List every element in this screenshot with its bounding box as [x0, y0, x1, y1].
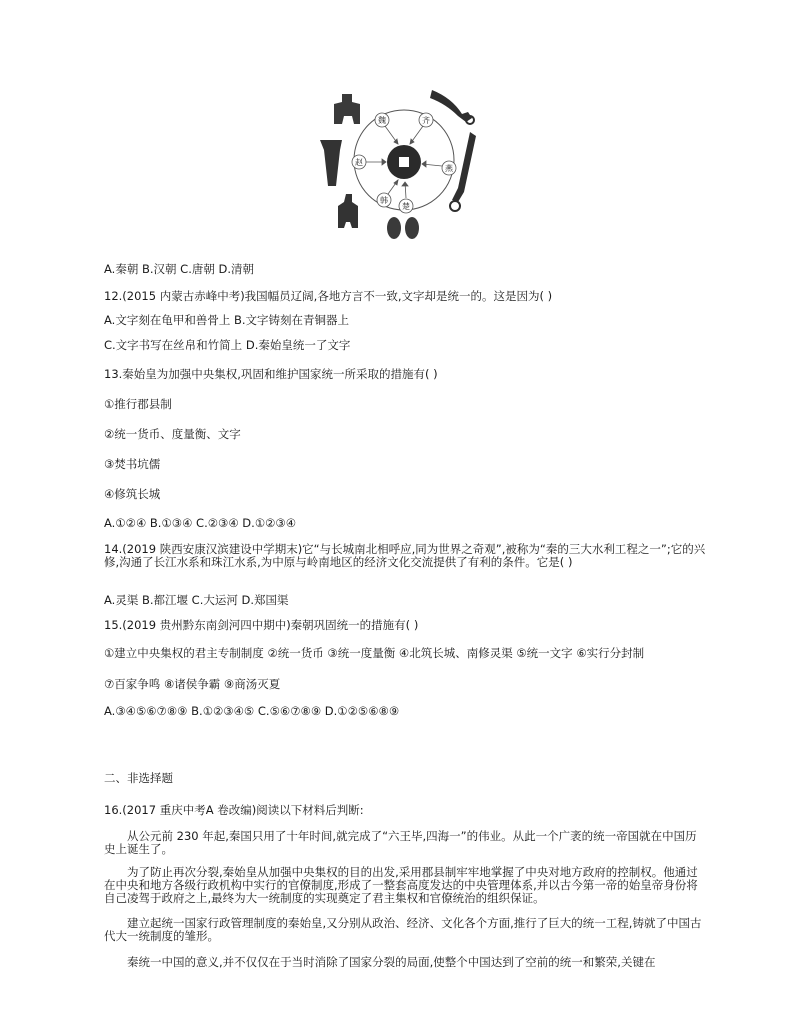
- ancient-coins-figure: [312, 82, 482, 244]
- knife-coin-icon: [430, 90, 472, 122]
- ant-nose-coin-icon: [405, 217, 419, 239]
- q15-items-line1: ①建立中央集权的君主专制制度 ②统一货币 ③统一度量衡 ④北筑长城、南修灵渠 ⑤统一文字 ⑥实行分封制: [104, 646, 645, 660]
- q14-stem: 14.(2019 陕西安康汉滨建设中学期末)它“与长城南北相呼应,同为世界之奇观”,被称为“秦的三大水利工程之一”;它的兴修,沟通了长江水系和珠江水系,为中原与岭南地区的经济文化交流提供了有利的条件。它是( ): [104, 542, 706, 569]
- q16-paragraph: 从公元前 230 年起,秦国只用了十年时间,就完成了“六王毕,四海一”的伟业。从此一个广袤的统一帝国就在中国历史上诞生了。: [104, 829, 697, 856]
- state-label-qi: 齐: [422, 116, 430, 125]
- state-label-han: 韩: [380, 196, 388, 205]
- ant-nose-coin-icon: [387, 217, 401, 239]
- q13-item: ②统一货币、度量衡、文字: [104, 427, 241, 441]
- q12-options-cd: C.文字书写在丝帛和竹简上 D.秦始皇统一了文字: [104, 338, 351, 352]
- q13-item: ①推行郡县制: [104, 397, 172, 411]
- q16-paragraph: 秦统一中国的意义,并不仅仅在于当时消除了国家分裂的局面,使整个中国达到了空前的统一和繁荣,关键在: [127, 955, 656, 969]
- q16-stem: 16.(2017 重庆中考A 卷改编)阅读以下材料后判断:: [104, 803, 364, 817]
- q14-options: A.灵渠 B.都江堰 C.大运河 D.郑国渠: [104, 593, 289, 607]
- spade-coin-icon: [320, 140, 342, 186]
- q16-paragraph: 建立起统一国家行政管理制度的秦始皇,又分别从政治、经济、文化各个方面,推行了巨大的统一工程,铸就了中国古代大一统制度的雏形。: [104, 916, 702, 943]
- state-label-wei: 魏: [378, 116, 386, 125]
- q13-stem: 13.秦始皇为加强中央集权,巩固和维护国家统一所采取的措施有( ): [104, 367, 438, 381]
- q13-item: ③焚书坑儒: [104, 457, 161, 471]
- state-label-chu: 楚: [402, 202, 410, 211]
- q15-stem: 15.(2019 贵州黔东南剑河四中期中)秦朝巩固统一的措施有( ): [104, 618, 419, 632]
- spade-coin-icon: [334, 94, 360, 124]
- section-heading: 二、非选择题: [104, 771, 173, 785]
- q13-item: ④修筑长城: [104, 487, 161, 501]
- state-label-yan: 燕: [445, 164, 453, 173]
- q11-options: A.秦朝 B.汉朝 C.唐朝 D.清朝: [104, 262, 255, 276]
- q15-items-line2: ⑦百家争鸣 ⑧诸侯争霸 ⑨商汤灭夏: [104, 677, 281, 691]
- q12-stem: 12.(2015 内蒙古赤峰中考)我国幅员辽阔,各地方言不一致,文字却是统一的。这是因为( ): [104, 289, 553, 303]
- q13-options: A.①②④ B.①③④ C.②③④ D.①②③④: [104, 516, 297, 530]
- q12-options-ab: A.文字刻在龟甲和兽骨上 B.文字铸刻在青铜器上: [104, 313, 350, 327]
- state-label-zhao: 赵: [355, 158, 363, 167]
- q16-paragraph: 为了防止再次分裂,秦始皇从加强中央集权的目的出发,采用郡县制牢牢地掌握了中央对地方政府的控制权。他通过在中央和地方各级行政机构中实行的官僚制度,形成了一整套高度发达的中央管理体系,并以古今第一帝的始皇帝身份将自己凌驾于政府之上,最终为大一统制度的实现奠定了君主集权和官僚统治的组织保证。: [104, 865, 698, 905]
- q15-options: A.③④⑤⑥⑦⑧⑨ B.①②③④⑤ C.⑤⑥⑦⑧⑨ D.①②⑤⑥⑧⑨: [104, 704, 400, 718]
- spade-coin-icon: [338, 194, 358, 228]
